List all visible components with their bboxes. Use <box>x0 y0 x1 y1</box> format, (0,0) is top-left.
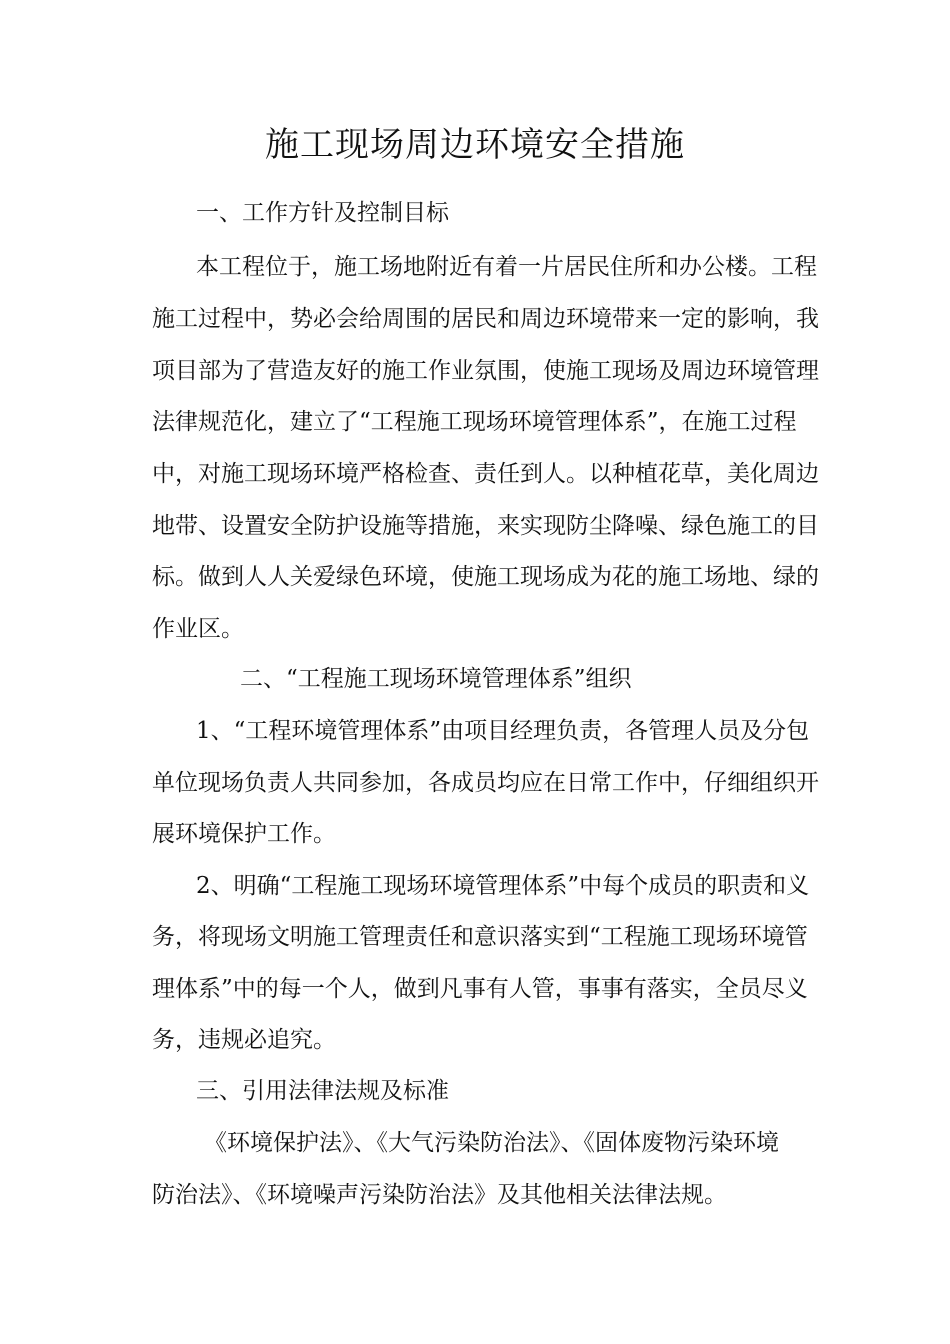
paragraph-line: 标。做到人人关爱绿色环境，使施工现场成为花的施工场地、绿的 <box>152 564 819 590</box>
section-heading-2: 二、“工程施工现场环境管理体系”组织 <box>240 666 632 692</box>
paragraph-line: 项目部为了营造友好的施工作业氛围，使施工现场及周边环境管理 <box>152 358 819 384</box>
paragraph-line: 施工过程中，势必会给周围的居民和周边环境带来一定的影响，我 <box>152 306 819 332</box>
paragraph-line: 地带、设置安全防护设施等措施，来实现防尘降噪、绿色施工的目 <box>152 513 819 539</box>
paragraph-line: 防治法》、《环境噪声污染防治法》及其他相关法律法规。 <box>152 1182 727 1208</box>
paragraph-line: 作业区。 <box>152 616 244 642</box>
paragraph-line: 展环境保护工作。 <box>152 821 336 847</box>
paragraph-line: 本工程位于，施工场地附近有着一片居民住所和办公楼。工程 <box>196 254 817 280</box>
paragraph-line: 法律规范化，建立了“工程施工现场环境管理体系”，在施工过程 <box>152 409 797 435</box>
document-title: 施工现场周边环境安全措施 <box>265 125 685 165</box>
paragraph-line: 理体系”中的每一个人，做到凡事有人管，事事有落实，全员尽义 <box>152 976 808 1002</box>
section-heading-1: 一、工作方针及控制目标 <box>196 200 449 226</box>
paragraph-line: 中，对施工现场环境严格检查、责任到人。以种植花草，美化周边 <box>152 461 819 487</box>
paragraph-line: 务，违规必追究。 <box>152 1027 336 1053</box>
paragraph-line: 《环境保护法》、《大气污染防治法》、《固体废物污染环境 <box>204 1130 779 1156</box>
section-heading-3: 三、引用法律法规及标准 <box>196 1078 449 1104</box>
paragraph-line: 1、“工程环境管理体系”由项目经理负责，各管理人员及分包 <box>196 718 810 744</box>
paragraph-line: 2、明确“工程施工现场环境管理体系”中每个成员的职责和义 <box>196 873 810 899</box>
paragraph-line: 务，将现场文明施工管理责任和意识落实到“工程施工现场环境管 <box>152 924 808 950</box>
paragraph-line: 单位现场负责人共同参加，各成员均应在日常工作中，仔细组织开 <box>152 770 819 796</box>
